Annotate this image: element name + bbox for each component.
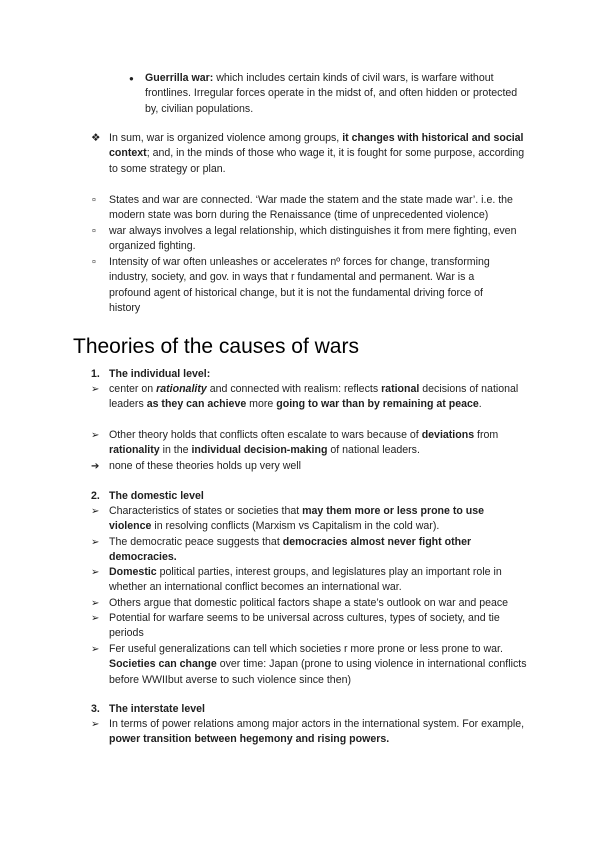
bold-text: Societies can change — [109, 658, 217, 671]
text: Fer useful generalizations can tell which societies r more prone or less prone to war. — [109, 643, 503, 655]
insum-text-2: ; and, in the minds of those who wage it, it is fought for some purpose, according to some strategy or plan. — [109, 147, 525, 175]
bold-text: may them more or less prone to use violence — [109, 505, 485, 533]
bold-text: power transition between hegemony and rising powers. — [109, 733, 390, 746]
bold-text: deviations — [421, 429, 475, 441]
individual-item-2 — [109, 428, 529, 459]
arrowhead-bullet-icon: ➢ — [91, 430, 100, 441]
text: in resolving conflicts (Marxism vs Capitalism in the cold war). — [151, 520, 440, 533]
arrowhead-bullet-icon: ➢ — [91, 537, 100, 548]
arrow-bullet-icon: ➔ — [91, 461, 100, 472]
arrowhead-bullet-icon: ➢ — [91, 719, 100, 730]
arrowhead-bullet-icon: ➢ — [91, 598, 100, 609]
text: in the — [159, 444, 192, 457]
interstate-level-title: The interstate level — [109, 703, 205, 715]
arrowhead-bullet-icon: ➢ — [91, 506, 100, 517]
interstate-item-1 — [109, 717, 529, 748]
section-heading: Theories of the causes of wars — [73, 335, 359, 358]
list-number: 3. — [91, 703, 100, 715]
bold-text: going to war than by remaining at peace — [276, 398, 479, 411]
bold-text: rational — [381, 383, 420, 395]
text: over time: Japan (prone to using violence in international conflicts before WWIIbut averse to such violence since then) — [109, 658, 527, 686]
guerrilla-paragraph — [145, 71, 525, 117]
domestic-level-title: The domestic level — [109, 490, 204, 502]
small-bullet-icon: ¤ — [92, 228, 96, 235]
text: and connected with realism: reflects — [206, 383, 382, 395]
domestic-item-6 — [109, 642, 529, 688]
text: center on — [109, 383, 157, 395]
text: from — [474, 429, 499, 441]
bold-text: Domestic — [109, 566, 157, 578]
filled-circle-bullet-icon: ● — [129, 74, 134, 83]
list-number: 1. — [91, 368, 100, 380]
intensity-paragraph: Intensity of war often unleashes or accelerates nº forces for change, transforming industry, society, and gov. in ways that r fundamental and permanent. War is a profound agent of historical change, but it is not the fundamental driving force of history — [109, 256, 490, 315]
domestic-item-2 — [109, 535, 509, 566]
bold-italic-text: rationality — [156, 383, 207, 395]
bold-text: as they can achieve — [146, 398, 247, 411]
insum-bold-1: it changes with historical and social context — [109, 132, 524, 160]
individual-item-1 — [109, 382, 519, 413]
arrowhead-bullet-icon: ➢ — [91, 644, 100, 655]
small-bullet-icon: ¤ — [92, 197, 96, 204]
text: decisions of national leaders — [109, 383, 519, 411]
small-bullet-icon: ¤ — [92, 259, 96, 266]
text: of national leaders. — [327, 444, 420, 457]
insum-text-1: In sum, war is organized violence among groups, — [109, 132, 343, 144]
bold-text: rationality — [109, 444, 160, 457]
domestic-item-5: Potential for warfare seems to be universal across cultures, types of society, and tie periods — [109, 612, 500, 640]
text: In terms of power relations among major actors in the international system. For example, — [109, 718, 525, 730]
guerrilla-text: which includes certain kinds of civil wars, is warfare without frontlines. Irregular forces operate in the midst of, and often hidden or protected by, civilian populations. — [145, 72, 518, 115]
diamond-bullet-icon: ❖ — [91, 132, 101, 144]
states-paragraph: States and war are connected. ‘War made the statem and the state made war’. i.e. the modern state was born during the Renaissance (time of unprecedented violence) — [109, 194, 513, 222]
text: political parties, interest groups, and legislatures play an important role in whether an international conflict becomes an international war. — [109, 566, 502, 594]
arrowhead-bullet-icon: ➢ — [91, 613, 100, 624]
bold-text: individual decision-making — [191, 444, 328, 457]
list-number: 2. — [91, 490, 100, 502]
legal-paragraph: war always involves a legal relationship, which distinguishes it from mere fighting, even organized fighting. — [109, 225, 517, 253]
text: Characteristics of states or societies that — [109, 505, 303, 517]
domestic-item-4: Others argue that domestic political factors shape a state’s outlook on war and peace — [109, 597, 509, 609]
insum-paragraph — [109, 131, 529, 177]
arrowhead-bullet-icon: ➢ — [91, 384, 100, 395]
domestic-item-3 — [109, 565, 529, 596]
domestic-item-1 — [109, 504, 519, 535]
guerrilla-term: Guerrilla war: — [145, 72, 214, 84]
individual-level-title: The individual level: — [109, 368, 211, 380]
arrowhead-bullet-icon: ➢ — [91, 567, 100, 578]
individual-item-3: none of these theories holds up very well — [109, 460, 301, 472]
text: . — [478, 398, 482, 411]
text: The democratic peace suggests that — [109, 536, 283, 548]
text: more — [246, 398, 277, 411]
text: Other theory holds that conflicts often escalate to wars because of — [109, 429, 422, 441]
bold-text: democracies almost never fight other democracies. — [109, 536, 472, 564]
